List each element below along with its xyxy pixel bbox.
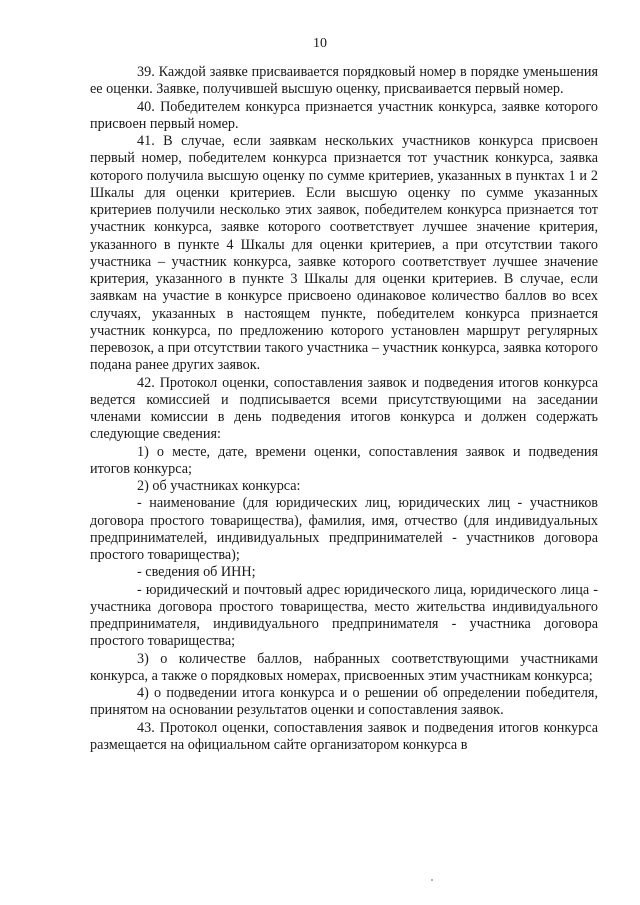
sub-item-name: - наименование (для юридических лиц, юридических лиц - участников договора простого товарищества), фамилия, имя, отчество (для индивидуальных предпринимателей, индивидуальных предпринимателей - участников договора простого товарищества);: [90, 495, 598, 563]
scan-speck: [431, 879, 433, 881]
list-item-4: 4) о подведении итога конкурса и о решении об определении победителя, принятом на основании результатов оценки и сопоставления заявок.: [90, 685, 598, 719]
paragraph-40: 40. Победителем конкурса признается участник конкурса, заявке которого присвоен первый номер.: [90, 98, 598, 132]
paragraph-43: 43. Протокол оценки, сопоставления заявок и подведения итогов конкурса размещается на официальном сайте организатором конкурса в: [90, 719, 598, 753]
paragraph-41: 41. В случае, если заявкам нескольких участников конкурса присвоен первый номер, победителем конкурса признается тот участник конкурса, заявка которого получила высшую оценку по сумме критериев, указанных в пунктах 1 и 2 Шкалы для оценки критериев. Если высшую оценку по сумме указанных критериев получили несколько этих заявок, победителем конкурса признается тот участник конкурса, заявке которого соответствует лучшее значение критерия, указанного в пункте 4 Шкалы для оценки критериев, а при отсутствии такого участника – участник конкурса, заявке которого соответствует лучшее значение критерия, указанного в пункте 3 Шкалы для оценки критериев. В случае, если заявкам на участие в конкурсе присвоено одинаковое количество баллов во всех случаях, указанных в настоящем пункте, победителем конкурса признается участник конкурса, по предложению которого установлен маршрут регулярных перевозок, а при отсутствии такого участника – участник конкурса, заявка которого подана ранее других заявок.: [90, 133, 598, 374]
sub-item-inn: - сведения об ИНН;: [137, 564, 256, 581]
list-item-1: 1) о месте, дате, времени оценки, сопоставления заявок и подведения итогов конкурса;: [90, 443, 598, 477]
paragraph-39: 39. Каждой заявке присваивается порядковый номер в порядке уменьшения ее оценки. Заявке, получившей высшую оценку, присваивается первый номер.: [90, 64, 598, 98]
document-body: [90, 64, 598, 754]
sub-item-address: - юридический и почтовый адрес юридического лица, юридического лица - участника договора простого товарищества, место жительства индивидуального предпринимателя, индивидуального предпринимателя - участника договора простого товарищества;: [90, 581, 598, 650]
list-item-3: 3) о количестве баллов, набранных соответствующими участниками конкурса, а также о порядковых номерах, присвоенных этим участникам конкурса;: [90, 650, 598, 684]
paragraph-42: 42. Протокол оценки, сопоставления заявок и подведения итогов конкурса ведется комиссией и подписывается всеми присутствующими на заседании членами комиссии в день подведения итогов конкурса и должен содержать следующие сведения:: [90, 374, 598, 443]
page-number: 10: [313, 36, 327, 51]
list-item-2: 2) об участниках конкурса:: [137, 478, 301, 494]
